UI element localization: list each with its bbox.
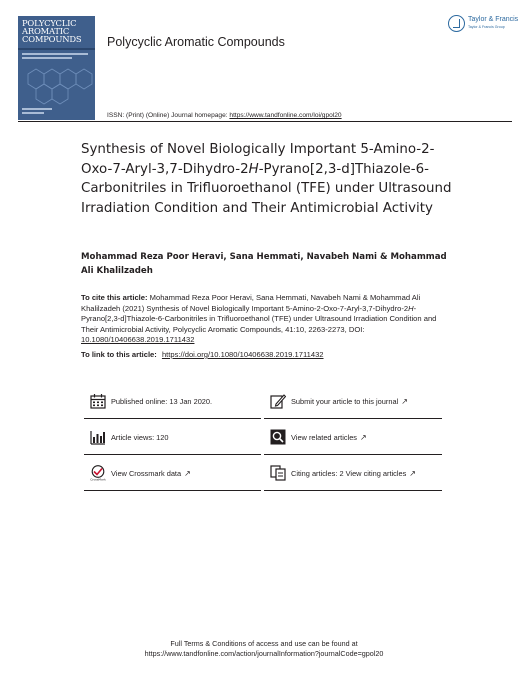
magnifier-icon xyxy=(270,429,286,445)
title-italic: H xyxy=(248,161,259,177)
submit-article-text: Submit your article to this journal xyxy=(291,397,399,406)
external-link-icon: ↗ xyxy=(360,433,367,442)
calendar-icon xyxy=(90,393,106,409)
cover-molecule-graphic xyxy=(18,64,95,106)
related-articles-box[interactable] xyxy=(264,423,442,455)
cover-title xyxy=(22,19,81,44)
citing-articles-link[interactable] xyxy=(291,469,416,478)
citation-italic: H xyxy=(408,303,414,313)
crossmark-text: View Crossmark data xyxy=(111,469,182,478)
citation-text: -Pyrano[2,3-d]Thiazole-6-Carbonitriles in Trifluoroethanol (TFE) under Ultrasound Irradiation Condition and Their Antimicrobial Activity, Polycyclic Aromatic Compounds, 41:10, 2263-2273, DOI: xyxy=(81,303,437,334)
external-link-icon: ↗ xyxy=(409,469,416,478)
crossmark-link[interactable] xyxy=(111,469,191,478)
title-text: Synthesis of Novel Biologically Important 5-Amino-2-Oxo-7-Aryl-3,7-Dihydro-2 xyxy=(81,142,435,177)
cover-subtitle-bar xyxy=(22,57,72,59)
related-articles-link[interactable] xyxy=(291,433,367,442)
cover-title-line: AROMATIC xyxy=(22,26,70,37)
submit-article-box[interactable] xyxy=(264,387,442,419)
terms-footer-link[interactable]: https://www.tandfonline.com/action/journalInformation?journalCode=gpol20 xyxy=(144,649,384,659)
citing-articles-icon xyxy=(270,465,286,481)
cover-title-line: POLYCYCLIC xyxy=(22,18,77,28)
terms-footer-text: Full Terms & Conditions of access and use can be found at xyxy=(170,639,358,648)
cover-band xyxy=(18,48,95,50)
cover-subtitle-bar xyxy=(22,53,88,55)
submit-article-link[interactable] xyxy=(291,397,408,406)
title-text: -Pyrano[2,3-d]Thiazole-6-Carbonitriles in Trifluoroethanol (TFE) under Ultrasound Irradiation Condition and Their Antimicrobial Activity xyxy=(81,161,452,216)
pencil-edit-icon xyxy=(270,393,286,409)
publisher-name: Taylor & Francis xyxy=(468,16,519,23)
published-online-box xyxy=(84,387,261,419)
journal-homepage-link[interactable]: https://www.tandfonline.com/loi/gpol20 xyxy=(229,112,342,119)
related-articles-text: View related articles xyxy=(291,433,357,442)
link-label: To link to this article: xyxy=(81,350,157,359)
citing-articles-box[interactable] xyxy=(264,459,442,491)
citation-label: To cite this article: xyxy=(81,293,148,302)
citation-block xyxy=(81,293,451,346)
article-title xyxy=(81,140,461,218)
citation-text: Mohammad Reza Poor Heravi, Sana Hemmati, Navabeh Nami & Mohammad Ali Khalilzadeh (2021) Synthesis of Novel Biologically Important 5-Amino-2-Oxo-7-Aryl-3,7-Dihydro-2 xyxy=(81,293,421,313)
cover-footer-bar xyxy=(22,112,44,114)
publisher-tagline: Taylor & Francis Group xyxy=(468,25,505,29)
crossmark-box[interactable] xyxy=(84,459,261,491)
external-link-icon: ↗ xyxy=(401,397,408,406)
author-list: Mohammad Reza Poor Heravi, Sana Hemmati, Navabeh Nami & Mohammad Ali Khalilzadeh xyxy=(81,252,447,276)
citing-articles-text: Citing articles: 2 View citing articles xyxy=(291,469,407,478)
article-doi-link[interactable]: https://doi.org/10.1080/10406638.2019.1711432 xyxy=(161,350,324,359)
issn-text: ISSN: (Print) (Online) Journal homepage: xyxy=(107,112,228,119)
bar-chart-icon xyxy=(90,429,106,445)
crossmark-icon xyxy=(90,465,106,481)
issn-line xyxy=(107,112,342,119)
terms-footer xyxy=(0,639,528,660)
publisher-logo[interactable] xyxy=(448,15,519,33)
header-divider xyxy=(18,121,512,122)
published-online-text: Published online: 13 Jan 2020. xyxy=(111,397,213,406)
cover-title-line: COMPOUNDS xyxy=(22,34,82,45)
article-views-text: Article views: 120 xyxy=(111,433,169,442)
article-views-box xyxy=(84,423,261,455)
crossmark-icon-label: CrossMark xyxy=(90,477,106,481)
journal-title[interactable]: Polycyclic Aromatic Compounds xyxy=(107,35,285,49)
external-link-icon: ↗ xyxy=(184,469,191,478)
article-link-line xyxy=(81,350,461,359)
citation-doi-link[interactable]: 10.1080/10406638.2019.1711432 xyxy=(81,335,195,345)
publisher-logo-icon xyxy=(448,15,465,32)
cover-footer-bar xyxy=(22,108,52,110)
journal-cover-image xyxy=(18,16,95,120)
